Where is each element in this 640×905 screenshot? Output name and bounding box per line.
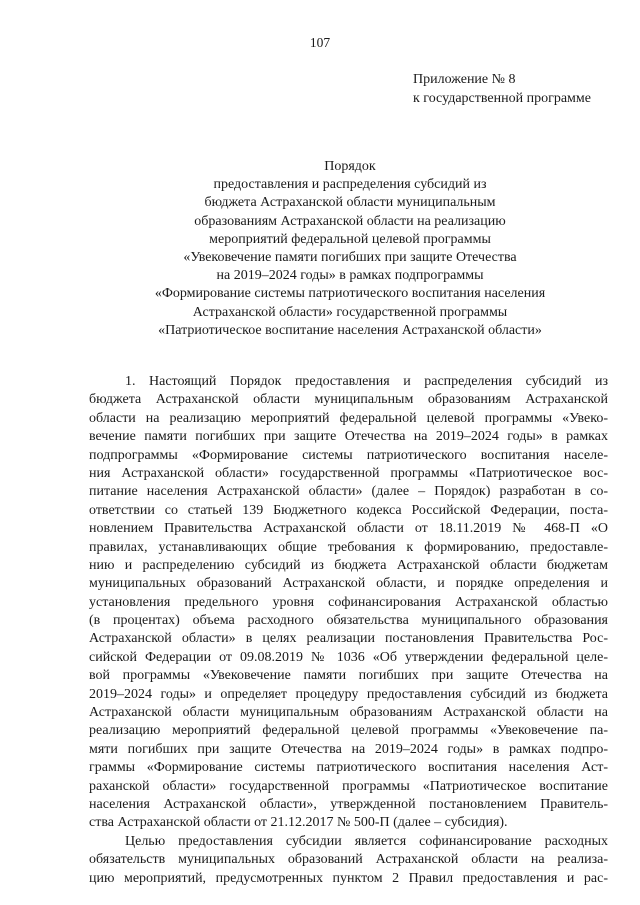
paragraph-line: установления предельного уровня софинансирования Астраханской областью (89, 594, 608, 610)
title-line: мероприятий федеральной целевой программы (209, 231, 491, 247)
paragraph-line: ответствии со статьей 139 Бюджетного кодекса Российской Федерации, поста- (89, 502, 608, 518)
paragraph-line: раханской области» государственной программы «Патриотическое воспитание (89, 778, 608, 794)
paragraph-2 (89, 833, 608, 888)
paragraph-line: питание населения Астраханской области» (далее – Порядок) разработан в со- (89, 484, 608, 500)
title-line: «Увековечение памяти погибших при защите Отечества (183, 250, 517, 266)
paragraph-line: ния Астраханской области» государственной программы «Патриотическое вос- (89, 465, 608, 481)
paragraph-line: мяти погибших при защите Отечества на 2019–2024 годы» в рамках подпро- (89, 741, 608, 757)
paragraph-line: нию и распределению субсидий из бюджета Астраханской области бюджетам (89, 557, 608, 573)
paragraph-1 (89, 373, 608, 833)
paragraph-line: обязательств муниципальных образований Астраханской области на реализа- (89, 852, 608, 868)
title-line: Астраханской области» государственной программы (192, 304, 508, 320)
paragraph-line: реализацию мероприятий федеральной целевой программы «Увековечение па- (89, 723, 608, 739)
document-body (89, 373, 608, 888)
appendix-header (413, 70, 591, 108)
title-line: бюджета Астраханской области муниципальным (204, 195, 496, 211)
document-title (0, 158, 640, 340)
title-line: Порядок (324, 159, 376, 174)
appendix-line-2: к государственной программе (413, 91, 591, 106)
paragraph-line: вой программы «Увековечение памяти погибших при защите Отечества на (89, 668, 608, 684)
paragraph-line: Целью предоставления субсидии является софинансирование расходных (125, 833, 608, 849)
title-line: на 2019–2024 годы» в рамках подпрограммы (216, 268, 484, 284)
paragraph-line: ства Астраханской области от 21.12.2017 № 500-П (далее – субсидия). (89, 815, 508, 831)
paragraph-line: граммы «Формирование системы патриотического воспитания населения Аст- (89, 760, 608, 776)
paragraph-line: бюджета Астраханской области муниципальным образованиям Астраханской (89, 392, 608, 408)
title-line: «Патриотическое воспитание населения Астраханской области» (158, 322, 542, 338)
paragraph-line: вечение памяти погибших при защите Отечества на 2019–2024 годы» в рамках (89, 429, 608, 445)
paragraph-line: области на реализацию мероприятий федеральной целевой программы «Увеко- (89, 410, 608, 426)
paragraph-line: правилах, устанавливающих общие требования к формированию, предоставле- (89, 539, 608, 555)
title-line: «Формирование системы патриотического воспитания населения (154, 286, 546, 302)
title-line: предоставления и распределения субсидий из (213, 177, 487, 193)
title-line: образованиям Астраханской области на реализацию (194, 213, 506, 229)
appendix-line-1: Приложение № 8 (413, 72, 516, 87)
paragraph-line: новлением Правительства Астраханской области от 18.11.2019 № 468-П «О (89, 521, 608, 537)
paragraph-line: Астраханской области» в целях реализации постановления Правительства Рос- (89, 631, 608, 647)
paragraph-line: (в процентах) объема расходного обязательства муниципального образования (89, 613, 608, 629)
page-number: 107 (309, 35, 331, 50)
paragraph-line: населения Астраханской области», утвержденной постановлением Правитель- (89, 796, 608, 812)
paragraph-line: муниципальных образований Астраханской области, и порядке определения и (89, 576, 608, 592)
paragraph-line: подпрограммы «Формирование системы патриотического воспитания населе- (89, 447, 608, 463)
paragraph-line: Астраханской области муниципальным образованиям Астраханской области на (89, 705, 608, 721)
paragraph-line: цию мероприятий, предусмотренных пунктом 2 Правил предоставления и рас- (89, 870, 608, 886)
paragraph-line: сийской Федерации от 09.08.2019 № 1036 «Об утверждении федеральной целе- (89, 649, 608, 665)
paragraph-line: 1. Настоящий Порядок предоставления и распределения субсидий из (125, 374, 608, 389)
paragraph-line: 2019–2024 годы» и определяет процедуру предоставления субсидий из бюджета (89, 686, 608, 702)
